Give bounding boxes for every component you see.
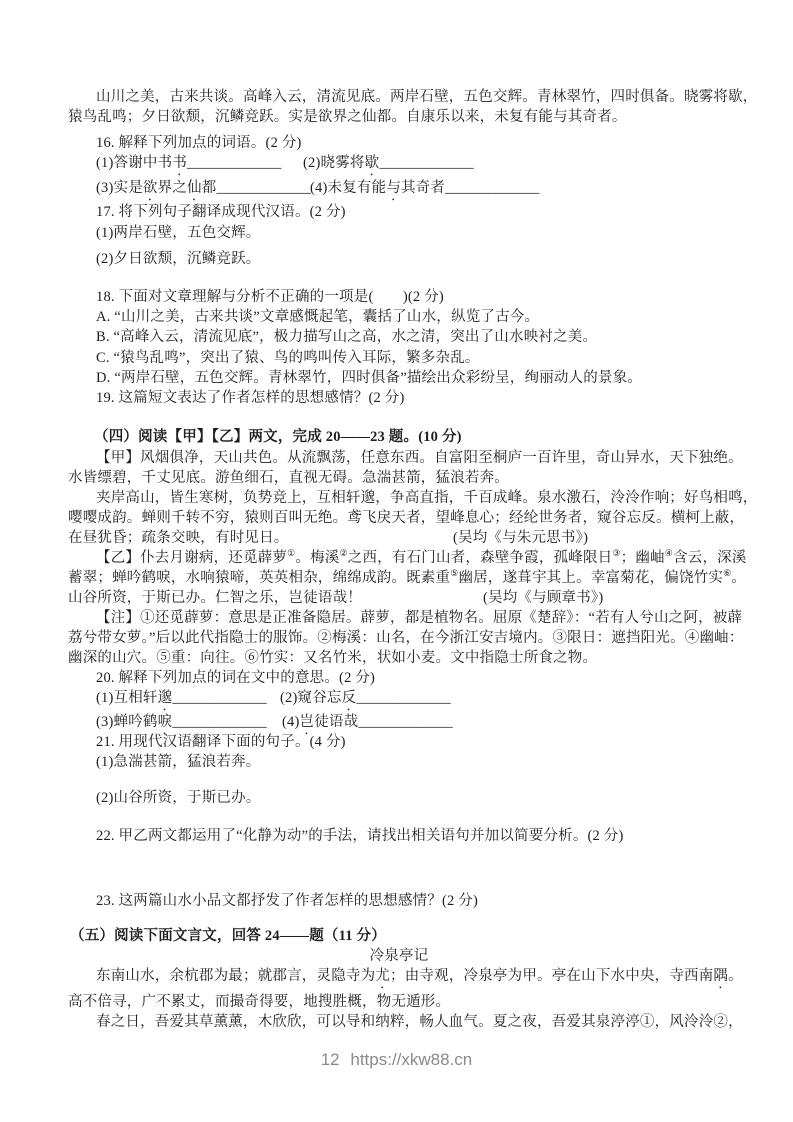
text-run: ；由寺观，冷泉亭为甲。亭在山下水中央，寺西南 [390,968,714,984]
answer-blank: _____________ [356,690,451,706]
text-run: 荔兮带女萝。”后以此代指隐士的服饰。②梅溪：山名，在今浙江安吉境内。③限日：遮挡阳光。④幽岫： [68,630,744,646]
text-run: 。 [731,570,747,586]
question-20-row-1 [68,688,730,708]
text-run: 幽深的山穴。⑤重：向往。⑥竹实：又名竹米，状如小麦。文中指隐士所食之物。 [68,650,598,666]
passage-jia-line-5 [68,528,730,548]
source-attribution [453,528,588,548]
text-run: 春之日，吾爱其草薰薰，木欣欣，可以导和纳粹，畅人血气。夏之夜，吾爱其泉渟渟①，风泠泠②， [96,1014,743,1030]
footnote-ref: ③ [612,548,621,559]
emphasis-dot-char: 仙 [187,180,202,196]
text-run: 夹岸高山，皆生寒树，负势竞上，互相轩邈，争高直指，千百成峰。泉水激石，泠泠作响；好鸟相鸣， [96,490,758,506]
section-heading-4 [68,427,730,447]
text-run: 含云，深溪 [673,550,747,566]
emphasis-dot-char: 反 [341,690,357,706]
text-column [96,153,281,179]
text-run: 都 [201,180,217,196]
text-run: 18. 下面对文章理解与分析不正确的一项是( )(2 分) [96,289,444,305]
text-run: (1)互相轩 [96,690,158,706]
passage-5-line-1 [68,966,743,992]
text-run: (3)蝉吟鹤 [96,714,158,730]
question-22 [68,826,730,846]
text-column [303,153,474,179]
text-run: 。梅溪 [295,550,340,566]
answer-blank: _____________ [172,690,267,706]
page-footer [0,1050,793,1070]
exam-text-content [68,87,758,1032]
answer-blank: _____________ [187,155,282,171]
passage-yi-line-1 [68,548,747,568]
text-column [280,688,451,714]
emphasis-dot-char: 欲 [142,180,158,196]
question-17-item-1 [68,223,730,243]
text-run: (1)答谢中书 [96,155,173,171]
question-16 [68,133,730,153]
question-23 [68,891,730,911]
text-run: 嘤嘤成韵。蝉则千转不穷，猿则百叫无绝。鸢飞戾天者，望峰息心；经纶世务者，窥谷忘反。横柯上蔽， [68,510,745,526]
section-heading-5 [68,926,730,946]
text-run: (4)未复有能 [310,180,387,196]
source-attribution [483,588,603,608]
emphasis-dot-char: 书 [172,155,188,171]
answer-blank: _____________ [358,714,453,730]
text-run: 17. 将下列句子翻译成现代汉语。(2 分) [96,204,346,220]
passage-yi-line-2 [68,568,747,588]
passage-5-line-2 [68,992,730,1012]
text-run: (3)实是 [96,180,143,196]
question-17-item-2 [68,249,730,269]
text-run: 22. 甲乙两文都运用了“化静为动”的手法，请找出相关语句并加以简要分析。(2 分) [96,828,624,844]
text-column [96,688,267,714]
text-run: 水皆缥碧，千丈见底。游鱼细石，直视无碍。急湍甚箭，猛浪若奔。 [68,470,509,486]
text-run: 【注】①还觅薜萝：意思是正准备隐居。薜萝，都是植物名。屈原《楚辞》：“若有人兮山之阿，被薜 [96,610,743,626]
question-20-row-2 [68,712,730,732]
text-run: （四）阅读【甲】【乙】两文，完成 20——23 题。(10 分) [94,429,462,445]
notes-line-2 [68,628,744,648]
passage-jia-line-1 [68,448,743,468]
footnote-ref: ② [339,548,348,559]
text-run: (2)山谷所资，于斯已办。 [96,790,261,806]
emphasis-dot-char: 与 [386,180,402,196]
text-run: 。 [728,968,743,984]
watermark-url: https://xkw88.cn [350,1050,473,1069]
emphasis-dot-char: 邈 [157,690,173,706]
text-run: 21. 用现代汉语翻译下面的句子。(4 分) [96,734,346,750]
question-16-row-1 [68,153,730,173]
question-21-item-2 [68,788,730,808]
text-run: 之西，有石门山者，森壁争霞，孤峰限日 [347,550,613,566]
question-21-item-1 [68,752,730,772]
text-run: 20. 解释下列加点的词在文中的意思。(2 分) [96,670,376,686]
text-run: A. “山川之美，古来共谈”文章感慨起笔，囊括了山水，纵览了古今。 [96,309,540,325]
emphasis-dot-char: 唳 [157,714,173,730]
text-run: 山川之美，古来共谈。高峰入云，清流见底。两岸石壁，五色交辉。青林翠竹，四时俱备。晓雾将歇， [96,89,758,105]
page-number: 12 [320,1050,340,1069]
text-column [96,178,311,204]
text-run: 猿鸟乱鸣；夕日欲颓，沉鳞竞跃。实是欲界之仙都。自康乐以来，未复有能与其奇者。 [68,109,627,125]
passage-5-line-3 [68,1012,743,1032]
text-run: 在昼犹昏；疏条交映，有时见日。 [68,530,289,546]
passage-3-line-2 [68,107,730,127]
text-run: (吴均《与顾章书》) [483,590,604,606]
text-run: 蓄翠；蝉吟鹤唳，水响猿啼，英英相杂，绵绵成韵。既素重 [68,570,451,586]
footnote-ref: ① [287,548,296,559]
option-d [68,368,730,388]
passage-3-line-1 [68,87,758,107]
passage-yi-line-3 [68,588,730,608]
emphasis-dot-char: 隅 [713,968,729,984]
text-run: 幽居，遂葺宇其上。幸富菊花，偏饶竹实 [458,570,724,586]
text-column [310,178,539,204]
text-run: 山谷所资，于斯已办。仁智之乐，岂徒语哉！ [68,590,362,606]
question-20 [68,668,730,688]
text-run: D. “两岸石壁，五色交辉。青林翠竹，四时俱备”描绘出众彩纷呈，绚丽动人的景象。 [96,370,643,386]
text-run: （五）阅读下面文言文，回答 24——题（11 分） [70,928,386,944]
text-run: (2)晓雾将 [303,155,365,171]
text-run: ；幽岫 [620,550,665,566]
answer-blank: _____________ [379,155,474,171]
question-21 [68,732,730,752]
text-run: 徒语哉 [314,714,359,730]
text-run: (1)急湍甚箭，猛浪若奔。 [96,754,261,770]
passage-jia-line-3 [68,488,758,508]
text-run: 东南山水，余杭郡为最；就郡言，灵隐寺为 [96,968,376,984]
text-run: (吴均《与朱元思书》) [453,530,589,546]
text-run: 冷泉亭记 [369,948,429,964]
text-run: 19. 这篇短文表达了作者怎样的思想感情？(2 分) [96,390,405,406]
passage-title [68,946,730,966]
question-19 [68,388,730,408]
text-column [68,528,289,548]
text-run: (1)两岸石壁，五色交辉。 [96,225,261,241]
text-run: 23. 这两篇山水小品文都抒发了作者怎样的思想感情？(2 分) [96,893,478,909]
notes-line-1 [68,608,743,628]
question-17 [68,202,730,222]
text-run: 高不倍寻，广不累丈，而撮奇得要，地搜胜概，物无遁形。 [68,994,451,1010]
text-run: 16. 解释下列加点的词语。(2 分) [96,135,302,151]
text-run: (4) [282,714,300,730]
footnote-ref: ⑤ [450,568,459,579]
emphasis-dot-char: 歇 [364,155,380,171]
text-run: 其奇者 [401,180,446,196]
text-run: 【甲】风烟俱净，天山共色。从流飘荡，任意东西。自富阳至桐庐一百许里，奇山异水，天下独绝。 [96,450,743,466]
footnote-ref: ⑥ [723,568,732,579]
option-c [68,348,730,368]
text-run: C. “猿鸟乱鸣”，突出了猿、鸟的鸣叫传入耳际，繁多杂乱。 [96,350,480,366]
passage-jia-line-2 [68,468,730,488]
text-run: 【乙】仆去月谢病，还觅薜萝 [96,550,288,566]
text-column [68,588,362,608]
answer-blank: _____________ [216,180,311,196]
answer-blank: _____________ [172,714,267,730]
emphasis-dot-char: 岂 [299,714,315,730]
question-18 [68,287,730,307]
emphasis-dot-char: 尤 [375,968,391,984]
passage-jia-line-4 [68,508,745,528]
text-run: (2)夕日欲颓，沉鳞竞跃。 [96,251,261,267]
notes-line-3 [68,648,730,668]
question-16-row-2 [68,178,730,198]
text-run: 界之 [157,180,188,196]
text-run: (2)窥谷忘 [280,690,342,706]
option-a [68,307,730,327]
footnote-ref: ④ [664,548,674,559]
answer-blank: _____________ [445,180,540,196]
text-run: B. “高峰入云，清流见底”，极力描写山之高，水之清，突出了山水映衬之美。 [96,329,598,345]
option-b [68,327,730,347]
